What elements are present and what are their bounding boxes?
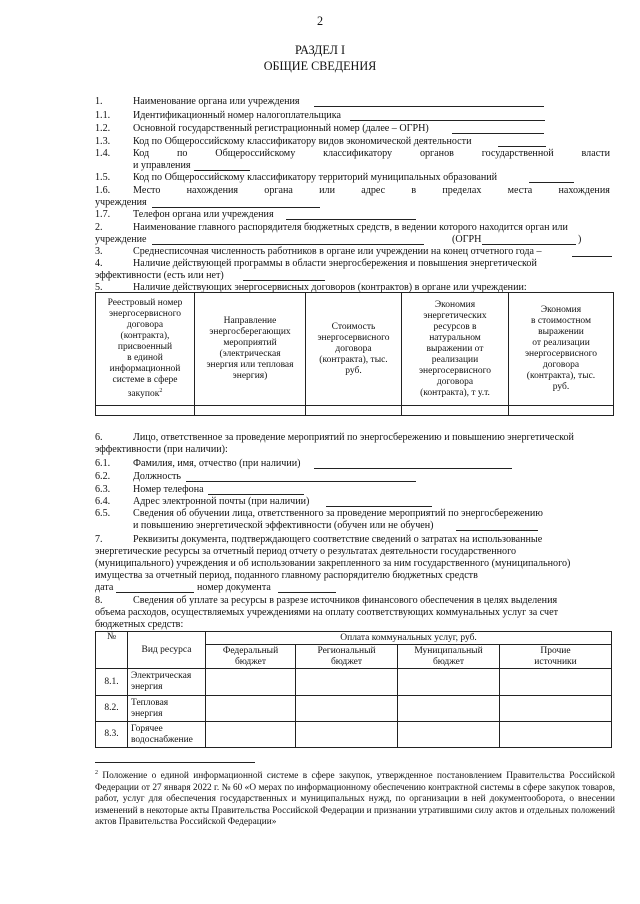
row-number: 8.2. [96,696,128,722]
item-7-number: 7. [95,534,103,545]
table-cell[interactable] [206,669,296,696]
item-1-6-continuation: учреждения [95,197,147,208]
item-1-4-label [133,148,610,160]
item-1-5-number: 1.5. [95,172,111,183]
item-1-field[interactable] [314,106,544,107]
item-6-4-label: Адрес электронной почты (при наличии) [133,496,310,507]
header-municipal-budget: Муниципальный бюджет [398,645,500,669]
contracts-table-header [96,293,614,406]
item-1-6-word: в [411,185,417,196]
footnote-mark: 2 [95,770,98,776]
table-row [96,722,612,748]
item-6-continuation: эффективности (при наличии): [95,444,228,455]
table-cell[interactable] [195,406,306,416]
item-6-2-label: Должность [133,471,182,482]
header-regional-budget: Региональный бюджет [296,645,398,669]
item-6-1-label: Фамилия, имя, отчество (при наличии) [133,458,301,469]
item-1-4-continuation: и управления [133,160,191,171]
utilities-table-header-row [96,632,612,645]
table-cell[interactable] [500,669,612,696]
item-6-4-number: 6.4. [95,496,111,507]
table-cell[interactable] [296,696,398,722]
item-6-2-number: 6.2. [95,471,111,482]
item-6-4-field[interactable] [326,506,432,507]
item-1-4-word: Общероссийскому [215,148,296,159]
table-cell[interactable] [509,406,614,416]
section-subtitle: ОБЩИЕ СВЕДЕНИЯ [263,59,377,73]
item-7-docnum-label: номер документа [197,582,271,593]
table-cell[interactable] [398,696,500,722]
item-4-number: 4. [95,258,103,269]
item-2-continuation: учреждение [95,234,147,245]
table-cell[interactable] [206,722,296,748]
item-8-line: объема расходов, осуществляемых учреждениями на оплату соответствующих коммунальных услуг за счет [95,607,558,618]
header-payment-group: Оплата коммунальных услуг, руб. [206,632,612,645]
row-resource: Горячее водоснабжение [128,722,206,748]
header-resource-type: Вид ресурса [128,632,206,669]
item-7-date-label: дата [95,582,114,593]
item-1-6-word: адрес [361,185,386,196]
item-2-number: 2. [95,222,103,233]
item-1-6-word: места [507,185,533,196]
item-3-field[interactable] [572,256,612,257]
item-8-line: бюджетных средств: [95,619,184,630]
item-6-3-label: Номер телефона [133,484,204,495]
header-natural-savings: Экономия энергетических ресурсов в натуральном выражении от реализации энергосервисного договора (контракта), т у.т. [402,293,509,406]
table-cell[interactable] [296,669,398,696]
item-2-ogrn-label: (ОГРН [452,234,482,245]
item-1-6-word: нахождения [186,185,239,196]
row-resource: Тепловая энергия [128,696,206,722]
item-1-6-word: или [319,185,335,196]
item-1-6-word: органа [264,185,293,196]
table-row [96,669,612,696]
item-7-line: Реквизиты документа, подтверждающего соответствие сведений о затратах на использованные [133,534,543,545]
item-1-4-word: по [176,148,188,159]
table-cell[interactable] [500,722,612,748]
header-registry-number: Реестровый номер энергосервисного договора (контракта), присвоенный в единой информационной системе в сфере закупок$^2$ [96,293,195,406]
item-2-label: Наименование главного распорядителя бюджетных средств, в ведении которого находится орган или [133,222,568,233]
item-1-2-number: 1.2. [95,123,111,134]
header-other-sources: Прочие источники [500,645,612,669]
footnote-ref: 2 [159,387,163,394]
item-1-4-field[interactable] [194,170,250,171]
item-1-3-field[interactable] [498,146,546,147]
item-1-5-label: Код по Общероссийскому классификатору территорий муниципальных образований [133,172,498,183]
item-1-7-number: 1.7. [95,209,111,220]
item-7-line: имущества за отчетный период, поданного главному распорядителю бюджетных средств [95,570,478,581]
item-4-continuation: эффективности (есть или нет) [95,270,224,281]
item-4-label: Наличие действующей программы в области энергосбережения и повышения энергетической [133,258,537,269]
item-6-3-number: 6.3. [95,484,111,495]
table-cell[interactable] [402,406,509,416]
item-5-label: Наличие действующих энергосервисных договоров (контрактов) в органе или учреждении: [133,282,527,293]
item-6-3-field[interactable] [208,494,304,495]
item-6-5-field[interactable] [456,530,538,531]
row-number: 8.3. [96,722,128,748]
item-1-6-word: Место [133,185,161,196]
item-1-3-label: Код по Общероссийскому классификатору видов экономической деятельности [133,136,472,147]
page-number: 2 [316,14,324,28]
item-1-7-label: Телефон органа или учреждения [133,209,274,220]
table-cell[interactable] [96,406,195,416]
table-cell[interactable] [206,696,296,722]
item-1-6-number: 1.6. [95,185,111,196]
item-1-1-number: 1.1. [95,110,111,121]
row-resource: Электрическая энергия [128,669,206,696]
item-3-label: Среднесписочная численность работников в органе или учреждении на конец отчетного года – [133,246,542,257]
table-cell[interactable] [500,696,612,722]
item-1-3-number: 1.3. [95,136,111,147]
contracts-table [95,292,614,416]
item-6-5-continuation: и повышению энергетической эффективности (обучен или не обучен) [133,520,434,531]
table-cell[interactable] [398,722,500,748]
item-1-4-word: власти [581,148,610,159]
item-2-ogrn-close: ) [578,234,582,245]
header-number: № [96,632,128,669]
footnote [95,768,615,829]
item-8-number: 8. [95,595,103,606]
item-6-number: 6. [95,432,103,443]
header-cost: Стоимость энергосервисного договора (контракта), тыс. руб. [306,293,402,406]
utilities-table [95,631,612,748]
item-1-4-number: 1.4. [95,148,111,159]
table-row [96,406,614,416]
item-1-4-word: классификатору [323,148,393,159]
item-1-6-field[interactable] [152,207,320,208]
header-direction: Направление энергосберегающих мероприятий (электрическая энергия или тепловая энергия) [195,293,306,406]
item-8-line: Сведения об уплате за ресурсы в разрезе источников финансового обеспечения в целях выделения [133,595,558,606]
item-6-1-number: 6.1. [95,458,111,469]
item-7-line: энергетические ресурсы за отчетный период отчету о результатах деятельности государственного [95,546,516,557]
footnote-text: Положение о единой информационной системе в сфере закупок, утвержденное постановлением Правительства Российской Федерации от 27 января 2022 г. № 60 «О мерах по информационному обеспечению контрактной системы в сфере закупок товаров, работ, услуг для обеспечения государственных и муниципальных нужд, по организации в ней документооборота, о внесении изменений в некоторые акты Правительства Российской Федерации и признании утратившими силу актов и отдельных положений актов Правительства Российской Федерации» [95,771,616,828]
item-6-1-field[interactable] [314,468,512,469]
item-5-number: 5. [95,282,103,293]
row-number: 8.1. [96,669,128,696]
item-4-field[interactable] [243,280,325,281]
item-1-6-word: нахождения [558,185,610,196]
item-1-4-word: Код [133,148,150,159]
footnote-separator [95,762,255,763]
item-6-2-field[interactable] [186,481,416,482]
item-3-number: 3. [95,246,103,257]
table-row [96,696,612,722]
item-1-1-field[interactable] [350,120,545,121]
item-1-1-label: Идентификационный номер налогоплательщика [133,110,341,121]
item-1-4-word: государственной [481,148,554,159]
item-1-5-field[interactable] [529,182,574,183]
header-cost-savings: Экономия в стоимостном выражении от реализации энергосервисного договора (контракта), тыс. руб. [509,293,614,406]
item-1-number: 1. [95,96,103,107]
item-6-5-label: Сведения об обучении лица, ответственного за проведение мероприятий по энергосбережению [133,508,543,519]
table-cell[interactable] [306,406,402,416]
item-6-label: Лицо, ответственное за проведение мероприятий по энергосбережению и повышению энергетической [133,432,574,443]
item-1-6-word: пределах [442,185,482,196]
item-2-ogrn-field[interactable] [482,244,576,245]
item-2-field[interactable] [152,244,424,245]
item-1-label: Наименование органа или учреждения [133,96,300,107]
item-1-2-label: Основной государственный регистрационный номер (далее – ОГРН) [133,123,429,134]
item-1-6-label [133,185,610,197]
item-7-line: (муниципального) учреждения и об использовании закрепленного за ним государственного (муниципального) [95,558,571,569]
table-cell[interactable] [398,669,500,696]
item-7-date-field[interactable] [116,592,194,593]
item-6-5-number: 6.5. [95,508,111,519]
table-cell[interactable] [296,722,398,748]
item-7-docnum-field[interactable] [278,592,336,593]
item-1-2-field[interactable] [452,133,544,134]
section-title: РАЗДЕЛ I [294,43,346,57]
item-1-4-word: органов [419,148,454,159]
header-federal-budget: Федеральный бюджет [206,645,296,669]
item-1-7-field[interactable] [286,219,416,220]
